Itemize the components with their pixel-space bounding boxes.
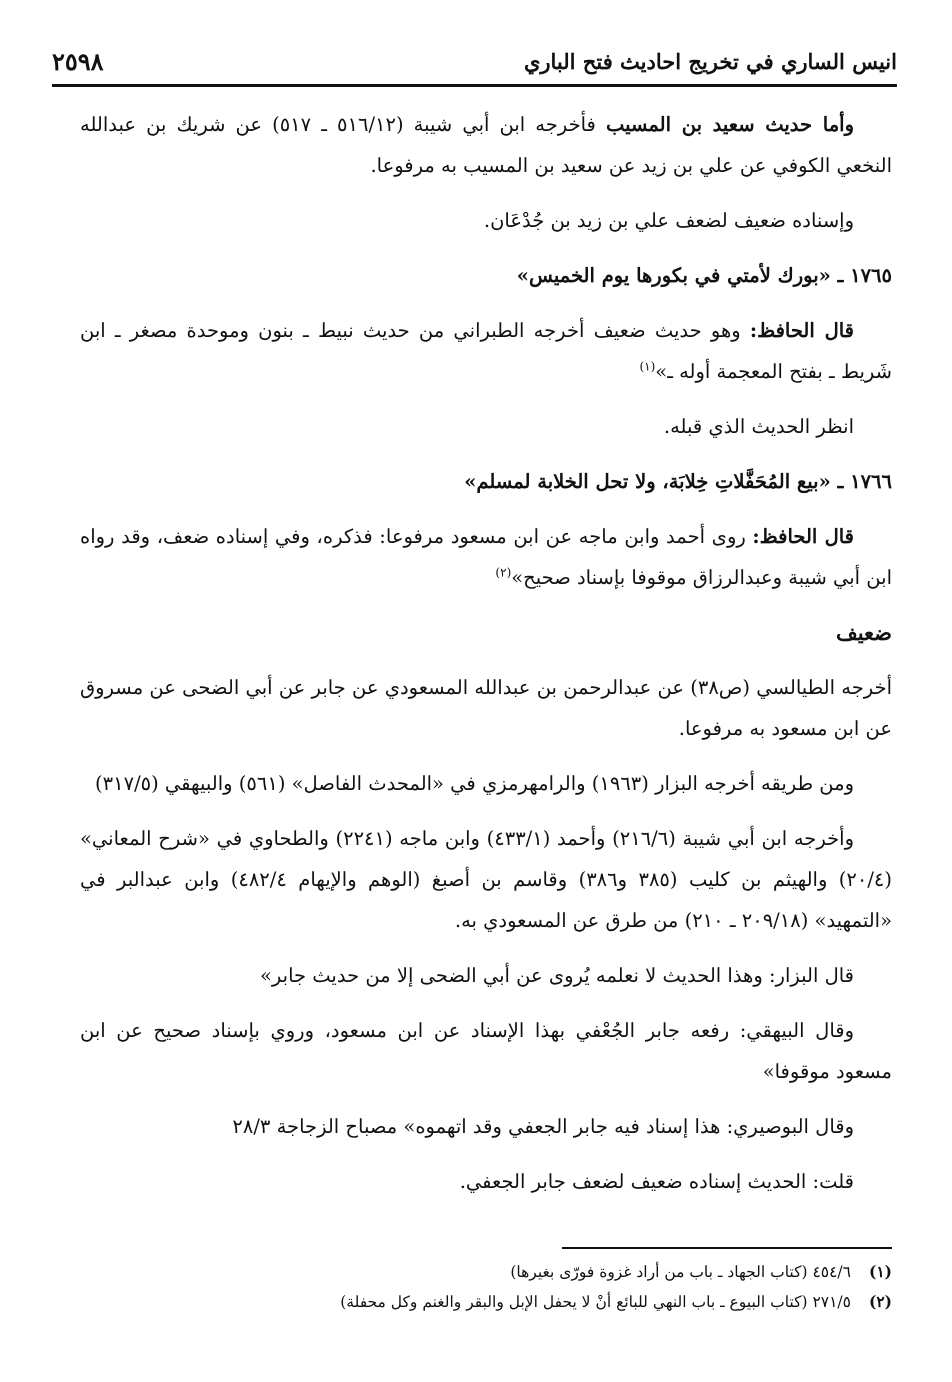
paragraph-lead: قال الحافظ: <box>752 525 854 548</box>
paragraph-text: وهو حديث ضعيف أخرجه الطبراني من حديث نبيط ـ بنون وموحدة مصغر ـ ابن شَريط ـ بفتح المعجمة أوله ـ» <box>80 319 892 383</box>
paragraph: وقال البوصيري: هذا إسناد فيه جابر الجعفي وقد اتهموه» مصباح الزجاجة ٢٨/٣ <box>232 1115 854 1138</box>
hadith-heading: ١٧٦٦ ـ «بيع المُحَفَّلاتِ خِلابَة، ولا تحل الخلابة لمسلم» <box>464 470 892 493</box>
paragraph: وإسناده ضعيف لضعف علي بن زيد بن جُدْعَان. <box>483 209 854 232</box>
grade-heading: ضعيف <box>835 620 892 645</box>
paragraph-text: فأخرجه ابن أبي شيبة (٥١٦/١٢ ـ ٥١٧) عن شريك بن عبدالله النخعي الكوفي عن علي بن زيد عن سعيد بن المسيب به مرفوعا. <box>80 113 892 177</box>
paragraph: وقال البيهقي: رفعه جابر الجُعْفي بهذا الإسناد عن ابن مسعود، وروي بإسناد صحيح عن ابن مسعود موقوفا» <box>80 1019 892 1083</box>
paragraph <box>80 516 892 598</box>
page-header <box>52 40 897 82</box>
page-number: ٢٥٩٨ <box>52 46 104 76</box>
hadith-heading: ١٧٦٥ ـ «بورك لأمتي في بكورها يوم الخميس» <box>516 264 892 287</box>
paragraph <box>80 310 892 392</box>
footnote-ref[interactable]: (٢) <box>495 565 512 580</box>
footnote <box>120 1287 892 1317</box>
footnote-text: ٤٥٤/٦ (كتاب الجهاد ـ باب من أراد غزوة فورّى بغيرها) <box>510 1263 851 1281</box>
main-text <box>80 104 892 1216</box>
paragraph <box>80 104 892 186</box>
footnote <box>120 1257 892 1287</box>
paragraph: ومن طريقه أخرجه البزار (١٩٦٣) والرامهرمزي في «المحدث الفاصل» (٥٦١) والبيهقي (٣١٧/٥) <box>95 772 854 795</box>
footnote-number: (٢) <box>868 1292 892 1311</box>
footnotes <box>120 1257 892 1317</box>
paragraph: انظر الحديث الذي قبله. <box>663 415 854 438</box>
paragraph: أخرجه الطيالسي (ص٣٨) عن عبدالرحمن بن عبدالله المسعودي عن جابر عن أبي الضحى عن مسروق عن ابن مسعود به مرفوعا. <box>80 676 892 740</box>
footnote-ref[interactable]: (١) <box>639 359 656 374</box>
footnote-number: (١) <box>868 1262 892 1281</box>
paragraph-text: روى أحمد وابن ماجه عن ابن مسعود مرفوعا: فذكره، وفي إسناده ضعف، وقد رواه ابن أبي شيبة وعبدالرزاق موقوفا بإسناد صحيح» <box>80 525 892 589</box>
paragraph: قلت: الحديث إسناده ضعيف لضعف جابر الجعفي. <box>459 1170 854 1193</box>
paragraph-lead: قال الحافظ: <box>749 319 855 342</box>
paragraph: وأخرجه ابن أبي شيبة (٢١٦/٦) وأحمد (٤٣٣/١) وابن ماجه (٢٢٤١) والطحاوي في «شرح المعاني» (٢٠/٤) والهيثم بن كليب (٣٨٥ و٣٨٦) وقاسم بن أصبغ (الوهم والإيهام ٤٨٢/٤) وابن عبدالبر في «التمهيد» (٢٠٩/١٨ ـ ٢١٠) من طرق عن المسعودي به. <box>80 827 893 932</box>
footnote-text: ٢٧١/٥ (كتاب البيوع ـ باب النهي للبائع أنْ لا يحفل الإبل والبقر والغنم وكل محفلة) <box>340 1293 851 1311</box>
paragraph: قال البزار: وهذا الحديث لا نعلمه يُروى عن أبي الضحى إلا من حديث جابر» <box>259 964 854 987</box>
paragraph-lead: وأما حديث سعيد بن المسيب <box>605 113 854 136</box>
header-rule <box>52 84 897 87</box>
running-title: انيس الساري في تخريج احاديث فتح الباري <box>523 48 897 74</box>
footnote-rule <box>562 1247 892 1249</box>
